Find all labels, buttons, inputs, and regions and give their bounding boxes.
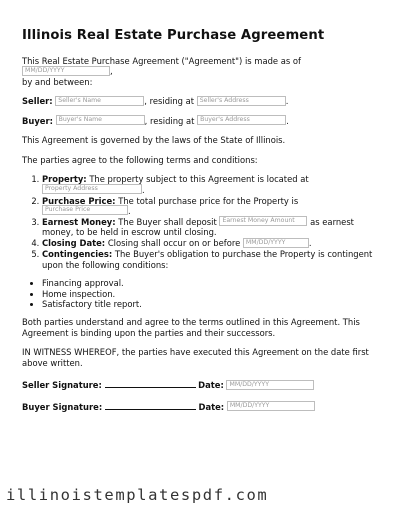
intro-comma: ,	[110, 66, 113, 77]
condition-item: • Financing approval.	[42, 278, 382, 288]
purchase-price-field[interactable]: Purchase Price	[42, 205, 128, 215]
term-property-text: The property subject to this Agreement is located at	[89, 174, 309, 185]
term-contingencies-text: The Buyer's obligation to purchase the Property is contingent upon the following conditions:	[42, 249, 373, 270]
closing-date-field[interactable]: MM/DD/YYYY	[243, 238, 309, 248]
buyer-label: Buyer:	[22, 115, 53, 126]
seller-line	[22, 96, 382, 107]
terms-list	[22, 174, 382, 270]
term-closing	[42, 238, 382, 249]
condition-item: • Satisfactory title report.	[42, 299, 382, 309]
buyer-date-label: Date:	[198, 401, 225, 412]
seller-signature-blank[interactable]	[105, 379, 196, 388]
buyer-end: .	[286, 115, 289, 126]
buyer-signature-blank[interactable]	[105, 401, 196, 410]
term-property	[42, 174, 382, 195]
seller-date-field[interactable]: MM/DD/YYYY	[226, 380, 314, 390]
term-contingencies	[42, 249, 382, 270]
buyer-name-field[interactable]: Buyer's Name	[56, 115, 145, 125]
term-property-label: Property:	[42, 174, 87, 185]
term-closing-text: Closing shall occur on or before	[107, 238, 241, 249]
intro-after-text: by and between:	[22, 76, 93, 87]
term-earnest-text: The Buyer shall deposit	[118, 216, 217, 227]
condition-item: • Home inspection.	[42, 289, 382, 299]
term-property-end: .	[142, 184, 145, 195]
footer-watermark: illinoistemplatespdf.com	[6, 486, 269, 504]
term-earnest-label: Earnest Money:	[42, 216, 116, 227]
agreement-date-field[interactable]: MM/DD/YYYY	[22, 66, 110, 76]
property-address-field[interactable]: Property Address	[42, 184, 142, 194]
term-price	[42, 196, 382, 217]
document-title: Illinois Real Estate Purchase Agreement	[22, 28, 325, 43]
binding-paragraph: Both parties understand and agree to the terms outlined in this Agreement. This Agreement is binding upon the parties and their successors.	[22, 317, 360, 338]
term-closing-end: .	[308, 238, 312, 249]
seller-label: Seller:	[22, 96, 53, 107]
seller-residing-text: , residing at	[144, 96, 195, 107]
term-price-label: Purchase Price:	[42, 195, 116, 206]
witness-paragraph: IN WITNESS WHEREOF, the parties have executed this Agreement on the date first above written.	[22, 347, 369, 368]
buyer-address-field[interactable]: Buyer's Address	[197, 115, 286, 125]
governed-paragraph: This Agreement is governed by the laws of the State of Illinois.	[22, 135, 286, 146]
conditions-list	[22, 278, 382, 309]
buyer-signature-line	[22, 401, 382, 413]
seller-end: .	[285, 96, 289, 107]
seller-address-field[interactable]: Seller's Address	[197, 96, 286, 106]
term-earnest-after: as earnest money, to be held in escrow until closing.	[42, 216, 354, 238]
seller-name-field[interactable]: Seller's Name	[55, 96, 144, 106]
agreement-document	[22, 28, 382, 422]
intro-text: This Real Estate Purchase Agreement ("Agreement") is made as of	[22, 56, 301, 66]
buyer-signature-label: Buyer Signature:	[22, 401, 103, 412]
term-price-text: The total purchase price for the Property is	[118, 195, 299, 206]
term-earnest	[42, 217, 382, 238]
buyer-date-field[interactable]: MM/DD/YYYY	[227, 401, 315, 411]
term-contingencies-label: Contingencies:	[42, 249, 113, 260]
buyer-line	[22, 116, 382, 127]
buyer-residing-text: , residing at	[144, 115, 195, 126]
term-closing-label: Closing Date:	[42, 238, 106, 249]
earnest-money-field[interactable]: Earnest Money Amount	[219, 216, 307, 226]
seller-signature-label: Seller Signature:	[22, 380, 102, 390]
seller-signature-line	[22, 379, 382, 391]
terms-intro: The parties agree to the following terms and conditions:	[22, 154, 258, 165]
intro-paragraph	[22, 56, 382, 87]
term-price-end: .	[128, 205, 131, 216]
seller-date-label: Date:	[198, 380, 224, 390]
